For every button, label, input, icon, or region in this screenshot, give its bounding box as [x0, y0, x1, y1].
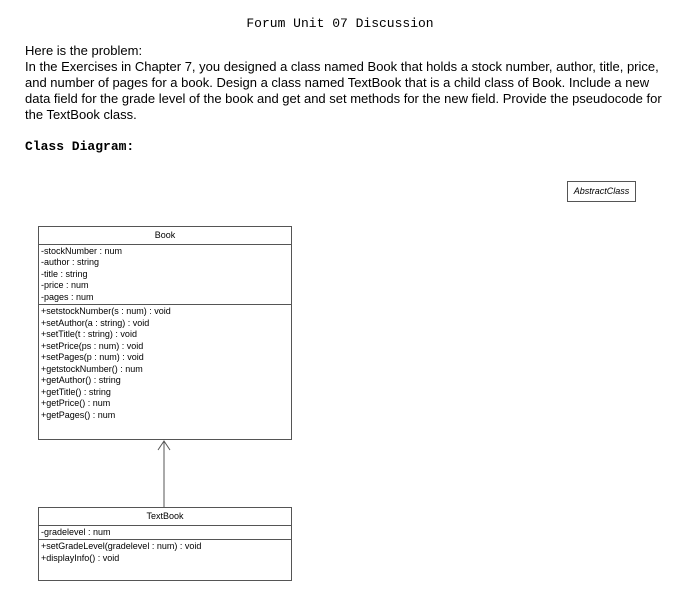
class-diagram-label: Class Diagram: — [25, 139, 135, 154]
method: +displayInfo() : void — [41, 552, 120, 563]
textbook-methods — [39, 540, 291, 580]
problem-intro: Here is the problem: — [25, 43, 143, 58]
method: +getAuthor() : string — [41, 375, 121, 385]
method: +setPages(p : num) : void — [41, 352, 144, 362]
problem-text: In the Exercises in Chapter 7, you designed a class named Book that holds a stock number, author, title, price, and number of pages for a book. Design a class named TextBook that is a child class of Book. Include a new data field for the grade level of the book and get and set methods for the new field. Provide the pseudocode for the TextBook class. — [25, 59, 662, 122]
book-class-name: Book — [39, 227, 291, 245]
book-class — [38, 226, 292, 440]
attribute: -pages : num — [41, 291, 94, 302]
attribute: -gradelevel : num — [41, 526, 111, 537]
method: +getstockNumber() : num — [41, 363, 143, 374]
textbook-class-name: TextBook — [39, 508, 291, 526]
page-title: Forum Unit 07 Discussion — [246, 16, 434, 31]
textbook-class — [38, 507, 292, 581]
method: +setstockNumber(s : num) : void — [41, 306, 171, 316]
attribute: -stockNumber : num — [41, 245, 123, 256]
attribute: -author : string — [41, 257, 100, 267]
book-methods — [39, 305, 291, 435]
method: +getPages() : num — [41, 409, 116, 420]
attribute: -title : string — [41, 268, 88, 279]
method: +getPrice() : num — [41, 398, 111, 408]
method: +setAuthor(a : string) : void — [41, 317, 150, 328]
attribute: -price : num — [41, 280, 89, 290]
method: +getTitle() : string — [41, 386, 111, 397]
method: +setPrice(ps : num) : void — [41, 340, 144, 351]
method: +setTitle(t : string) : void — [41, 329, 137, 339]
abstract-class-legend: AbstractClass — [567, 181, 636, 202]
textbook-attributes — [39, 526, 291, 541]
book-attributes — [39, 245, 291, 306]
method: +setGradeLevel(gradelevel : num) : void — [41, 541, 202, 551]
